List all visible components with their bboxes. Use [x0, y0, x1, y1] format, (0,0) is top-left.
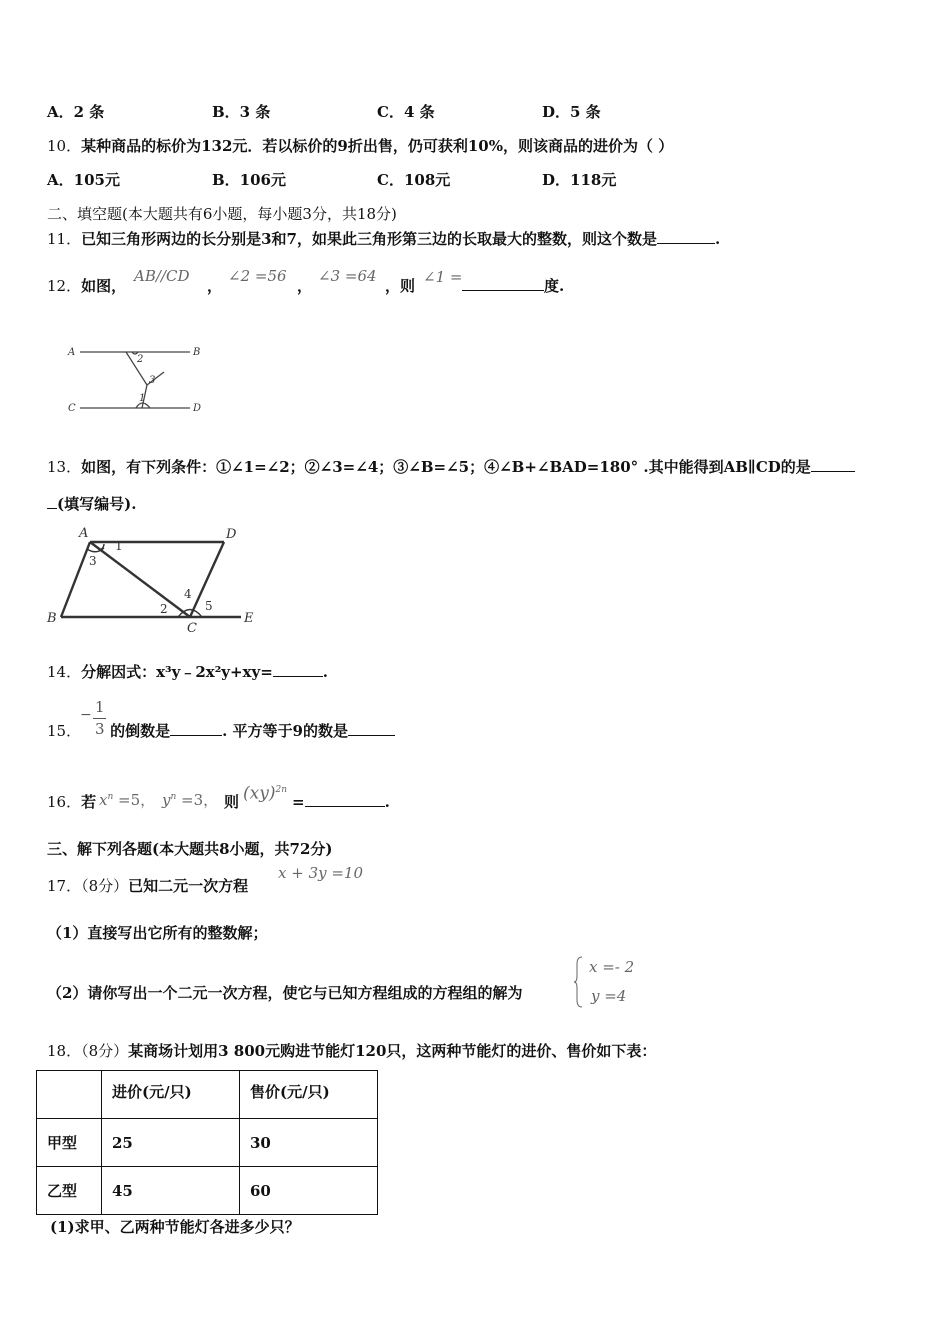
q17-solution-x: x =- 2 — [589, 958, 635, 976]
table-cell: 甲型 — [37, 1119, 102, 1167]
q17-score: （8分） — [81, 877, 129, 895]
table-header-row — [37, 1071, 378, 1119]
fig12-label-d: D — [193, 403, 202, 414]
fig12-label-b: B — [193, 347, 201, 358]
question-11 — [47, 229, 720, 249]
fig13-label-2: 2 — [160, 602, 168, 616]
q10-option-d: D．118元 — [542, 171, 617, 189]
q10-number: 10． — [47, 137, 82, 155]
q14-end: . — [322, 663, 329, 681]
q10-option-c: C．108元 — [377, 171, 451, 189]
table-row — [37, 1167, 378, 1215]
q10-option-a: A．105元 — [47, 171, 120, 189]
question-12 — [47, 276, 126, 296]
q13-text: 如图，有下列条件：①∠1=∠2；②∠3=∠4；③∠B=∠5；④∠B+∠BAD=180° .其中能得到AB∥CD的是 — [81, 458, 811, 476]
q12-condition-angle3: ∠3 =64 — [318, 267, 377, 285]
table-header-cell: 进价(元/只) — [102, 1071, 240, 1119]
q11-end: . — [714, 230, 721, 248]
q16-condition-x — [99, 787, 155, 810]
q16-y: y — [162, 791, 171, 809]
q12-number: 12． — [47, 277, 82, 295]
q12-parallel-lines-figure — [62, 340, 212, 420]
fig13-label-5: 5 — [205, 599, 213, 613]
q16-x: x — [99, 791, 108, 809]
fig13-label-a: A — [79, 526, 89, 541]
table-header-cell — [37, 1071, 102, 1119]
q9-option-c: C．4 条 — [377, 103, 435, 121]
q12-answer-blank[interactable] — [462, 276, 544, 291]
q9-option-a: A．2 条 — [47, 103, 105, 121]
table-row — [37, 1119, 378, 1167]
q12-answer-line — [462, 276, 564, 296]
q16-prefix: 若 — [81, 793, 97, 811]
question-10 — [47, 136, 673, 156]
q14-answer-blank[interactable] — [273, 662, 323, 677]
q10-text: 某种商品的标价为132元．若以标价的9折出售，仍可获利10%，则该商品的进价为（ ） — [81, 137, 674, 155]
fig12-label-c: C — [68, 403, 76, 414]
q11-answer-blank[interactable] — [657, 229, 715, 244]
q11-number: 11． — [47, 230, 82, 248]
q16-condition-y — [162, 787, 218, 810]
q10-option-b: B．106元 — [212, 171, 286, 189]
table-header-cell: 售价(元/只) — [240, 1071, 378, 1119]
q16-x-exponent: n — [107, 792, 114, 802]
q12-condition-angle2: ∠2 =56 — [228, 267, 287, 285]
section-3-heading: 三、解下列各题(本大题共8小题，共72分) — [47, 840, 333, 858]
q17-solution-y: y =4 — [591, 987, 627, 1005]
q15-answer-blank-1[interactable] — [170, 721, 222, 736]
question-18 — [47, 1041, 656, 1061]
q15-frac-numerator: 1 — [95, 698, 105, 716]
fig13-label-c: C — [187, 621, 197, 636]
table-cell: 60 — [240, 1167, 378, 1215]
q16-xy-exponent: 2n — [275, 785, 287, 795]
q15-answer-blank-2[interactable] — [348, 721, 395, 736]
q15-frac-bar — [93, 718, 106, 719]
q13-number: 13． — [47, 458, 82, 476]
q16-x-value: =5， — [113, 791, 156, 809]
fig12-label-3: 3 — [149, 375, 156, 386]
q11-text: 已知三角形两边的长分别是3和7，如果此三角形第三边的长取最大的整数，则这个数是 — [81, 230, 657, 248]
fig13-label-4: 4 — [184, 587, 192, 601]
q18-score: （8分） — [81, 1042, 129, 1060]
q16-y-value: =3， — [176, 791, 219, 809]
q14-number: 14． — [47, 663, 82, 681]
q16-number: 16． — [47, 793, 82, 811]
q12-prefix: 如图， — [81, 277, 127, 295]
question-14 — [47, 662, 328, 682]
q13-answer-blank[interactable] — [811, 457, 855, 472]
fig12-label-a: A — [68, 347, 76, 358]
q18-part-1: (1)求甲、乙两种节能灯各进多少只？ — [50, 1218, 300, 1236]
q13-parallelogram-figure — [44, 522, 264, 637]
q16-end: . — [384, 793, 390, 811]
q15-text-2: . 平方等于9的数是 — [222, 722, 348, 740]
q17-system-brace — [574, 956, 584, 1008]
fig12-label-2: 2 — [137, 354, 144, 365]
q9-option-b: B．3 条 — [212, 103, 271, 121]
q16-y-exponent: n — [170, 792, 177, 802]
q12-ask-angle1: ∠1 = — [423, 268, 463, 286]
fig13-label-1: 1 — [115, 539, 123, 553]
table-cell: 乙型 — [37, 1167, 102, 1215]
q17-equation: x + 3y =10 — [278, 864, 364, 882]
q17-part-1: （1）直接写出它所有的整数解； — [47, 924, 268, 942]
q18-number: 18． — [47, 1042, 82, 1060]
table-cell: 25 — [102, 1119, 240, 1167]
q16-expression — [243, 780, 287, 804]
section-2-heading: 二、填空题(本大题共有6小题，每小题3分，共18分) — [47, 205, 397, 223]
q12-separator-1: ， — [207, 277, 223, 295]
q17-number: 17． — [47, 877, 82, 895]
question-13-cont — [47, 494, 136, 514]
q16-xy: (xy) — [243, 783, 276, 804]
question-16 — [47, 792, 96, 812]
q12-then: ，则 — [385, 277, 416, 295]
q16-answer-line — [292, 792, 390, 812]
q13-text2: (填写编号). — [57, 495, 137, 513]
q15-frac-denominator: 3 — [95, 720, 105, 738]
question-13 — [47, 457, 855, 477]
q15-number: 15． — [47, 722, 82, 740]
fig12-label-1: 1 — [139, 393, 146, 404]
fig13-label-b: B — [47, 611, 57, 626]
q18-text: 某商场计划用3 800元购进节能灯120只，这两种节能灯的进价、售价如下表： — [128, 1042, 657, 1060]
q17-text: 已知二元一次方程 — [128, 877, 249, 895]
q17-part-2: （2）请你写出一个二元一次方程，使它与已知方程组成的方程组的解为 — [47, 984, 523, 1002]
q15-frac-sign: − — [80, 707, 92, 723]
price-table — [36, 1070, 378, 1215]
q13-answer-blank-cont[interactable] — [47, 494, 57, 509]
q14-text: 分解因式：x³y﹣2x²y+xy= — [81, 663, 273, 681]
q16-then: 则 — [224, 793, 240, 811]
q12-end: 度. — [544, 277, 565, 295]
question-15 — [47, 721, 395, 741]
table-cell: 45 — [102, 1167, 240, 1215]
q16-equals: = — [292, 793, 305, 811]
fig13-label-3: 3 — [89, 554, 97, 568]
fig13-label-e: E — [244, 611, 254, 626]
q16-answer-blank[interactable] — [305, 792, 385, 807]
q15-text-1: 的倒数是 — [110, 722, 171, 740]
q9-option-d: D．5 条 — [542, 103, 601, 121]
table-cell: 30 — [240, 1119, 378, 1167]
q12-separator-2: ， — [297, 277, 313, 295]
fig13-label-d: D — [226, 527, 237, 542]
q12-condition-parallel: AB//CD — [134, 267, 190, 285]
question-17 — [47, 876, 248, 896]
